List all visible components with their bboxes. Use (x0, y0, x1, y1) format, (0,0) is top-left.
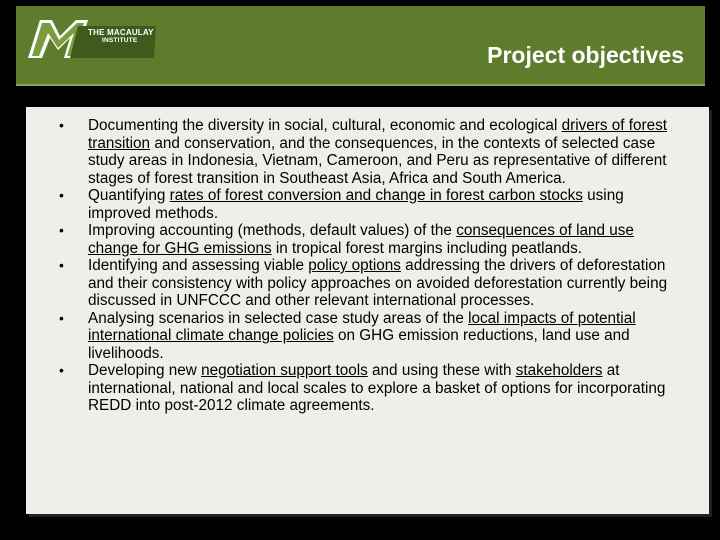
objective-text: Improving accounting (methods, default values) of the (88, 222, 457, 239)
bullet-icon: • (59, 222, 64, 238)
objective-key-phrase: negotiation support tools (201, 362, 368, 379)
logo-name-bottom: INSTITUTE (102, 37, 138, 44)
objective-text: Quantifying (88, 187, 170, 204)
objective-key-phrase: drivers of forest transition (88, 117, 668, 152)
objective-text: Developing new (88, 362, 202, 379)
banner-divider (16, 84, 705, 86)
objective-item (26, 187, 686, 222)
objective-text: using improved methods. (88, 187, 624, 222)
bullet-icon: • (59, 309, 64, 326)
objective-text: Identifying and assessing viable (88, 257, 309, 274)
objective-key-phrase: rates of forest conversion and change in forest carbon stocks (169, 187, 583, 204)
objectives-list (26, 117, 686, 415)
objective-text: Analysing scenarios in selected case study areas of the (88, 309, 469, 327)
objective-text: in tropical forest margins including peatlands. (271, 239, 582, 257)
objective-item (26, 222, 686, 257)
objective-key-phrase: policy options (308, 257, 401, 274)
objective-text: Documenting the diversity in social, cultural, economic and ecological (88, 117, 562, 134)
content-panel (26, 107, 709, 514)
logo-text (88, 29, 154, 45)
objective-text: at international, national and local scales to explore a basket of options for incorporating REDD into post-2012 climate agreements. (88, 362, 666, 414)
objective-item (26, 362, 686, 415)
objective-text: and using these with (367, 362, 516, 379)
slide-title: Project objectives (487, 42, 684, 68)
objective-key-phrase: stakeholders (515, 362, 603, 379)
objective-key-phrase: consequences of land use change for GHG emissions (88, 222, 634, 257)
objective-item (26, 310, 686, 363)
objective-text: and conservation, and the consequences, in the contexts of selected case study areas in Indonesia, Vietnam, Cameroon, and Peru as representative of different stages of forest transition in Southeast Asia, Africa and South America. (88, 134, 667, 187)
bullet-icon: • (59, 362, 64, 378)
bullet-icon: • (59, 117, 64, 133)
objective-key-phrase: local impacts of potential international climate change policies (88, 309, 636, 344)
objective-item (26, 117, 686, 187)
objective-item (26, 257, 686, 310)
objective-text: addressing the drivers of deforestation and their consistency with policy approaches on avoided deforestation currently being discussed in UNFCCC and other relevant international processes. (88, 257, 668, 309)
bullet-icon: • (59, 187, 64, 203)
bullet-icon: • (59, 257, 64, 273)
logo-name-top: THE MACAULAY (88, 28, 154, 37)
objective-text: on GHG emission reductions, land use and livelihoods. (88, 327, 630, 362)
